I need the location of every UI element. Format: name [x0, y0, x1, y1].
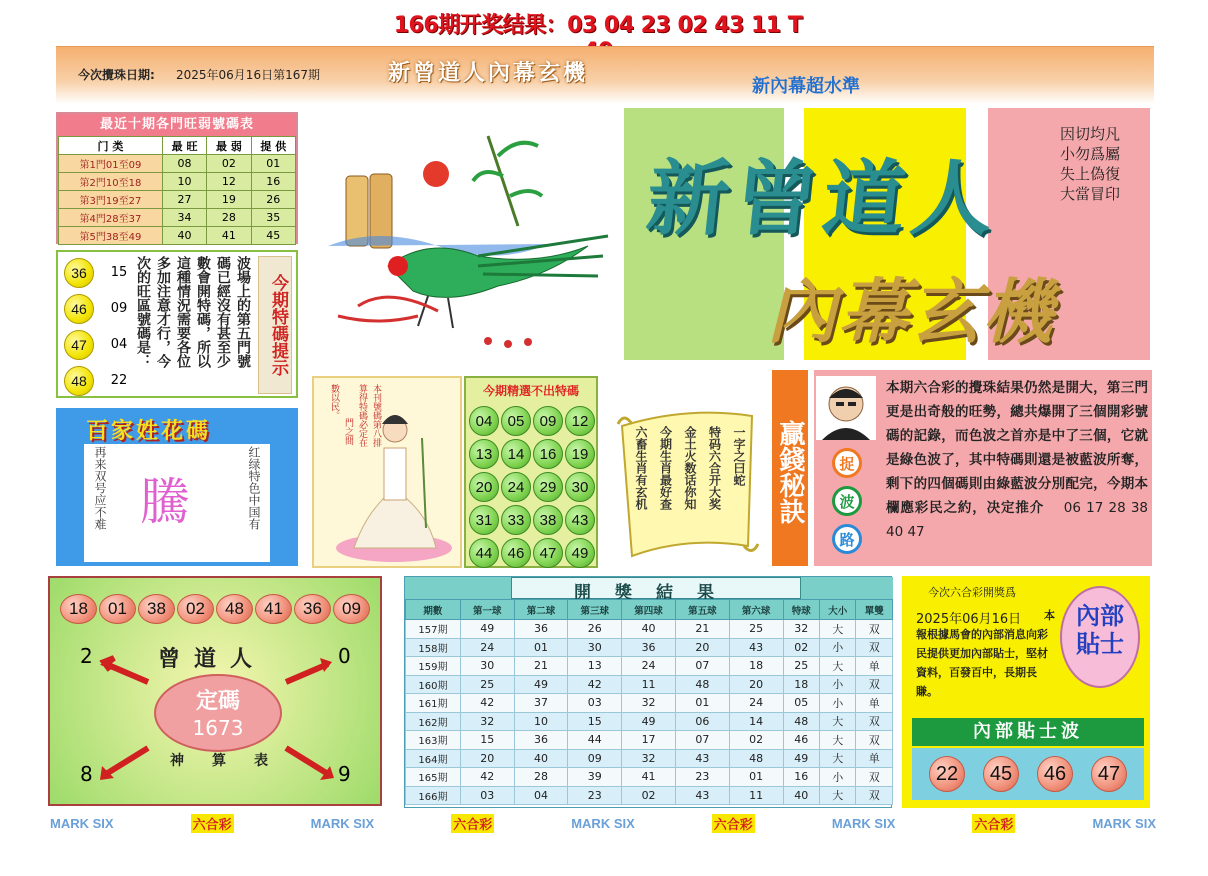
results-cell: 30	[568, 638, 622, 657]
pick-number: 09	[533, 406, 563, 436]
gate-table-cell: 第5門38至49	[59, 227, 163, 245]
results-cell: 36	[622, 638, 676, 657]
results-cell: 159期	[406, 657, 461, 676]
results-cell: 20	[729, 675, 783, 694]
pick-number: 38	[533, 505, 563, 535]
special-code-box	[56, 250, 298, 398]
money-secret-title: 贏錢秘訣	[772, 370, 808, 566]
money-secret-text	[886, 376, 1148, 544]
top-result-title: 166期开奖结果：03 04 23 02 43 11 T	[393, 13, 803, 38]
gate-table-row	[59, 227, 296, 245]
results-cell: 44	[568, 731, 622, 750]
gate-table-header: 最 旺	[162, 137, 206, 155]
results-cell: 23	[675, 768, 729, 787]
footer-logo-text: MARK SIX	[571, 815, 635, 831]
results-cell: 11	[729, 786, 783, 805]
special-plain-number: 04	[110, 337, 128, 352]
date-value: 2025年06月16日第167期	[176, 68, 320, 82]
sub-title: 新內幕超水準	[752, 76, 860, 97]
surname-title: 百家姓花碼	[86, 419, 212, 444]
results-cell: 24	[460, 638, 514, 657]
fixed-footer: 神算表	[170, 753, 296, 769]
results-cell: 小	[819, 768, 855, 787]
results-header: 單雙	[856, 600, 893, 620]
gate-table-header: 最 弱	[207, 137, 251, 155]
results-cell: 10	[514, 712, 568, 731]
results-header: 大小	[819, 600, 855, 620]
results-cell: 16	[783, 768, 819, 787]
tips-panel	[902, 576, 1150, 808]
results-panel	[404, 576, 892, 808]
results-cell: 158期	[406, 638, 461, 657]
arrow-icons	[50, 578, 384, 808]
pick-grid-panel	[464, 376, 598, 568]
results-cell: 双	[856, 768, 893, 787]
results-cell: 165期	[406, 768, 461, 787]
results-cell: 07	[675, 657, 729, 676]
results-cell: 48	[675, 675, 729, 694]
pick-number: 24	[501, 472, 531, 502]
results-cell: 49	[514, 675, 568, 694]
fixed-ball: 18	[60, 594, 97, 624]
results-cell: 02	[622, 786, 676, 805]
tip-ball: 46	[1037, 756, 1073, 792]
results-cell: 166期	[406, 786, 461, 805]
gate-table-row	[59, 191, 296, 209]
gate-table-title: 最近十期各門旺弱號碼表	[58, 114, 296, 136]
wave-badge: 路	[832, 524, 862, 554]
pick-number: 33	[501, 505, 531, 535]
pick-number: 47	[533, 538, 563, 568]
gate-table-cell: 41	[207, 227, 251, 245]
gate-table-cell: 27	[162, 191, 206, 209]
gate-table-row	[59, 155, 296, 173]
special-plain-number: 09	[110, 301, 128, 316]
results-cell: 13	[568, 657, 622, 676]
special-text-col: 次的旺區號碼是：	[135, 256, 151, 368]
gate-table-row	[59, 209, 296, 227]
banner-verse-line: 因切均凡	[1060, 125, 1121, 143]
gate-table-cell: 第1門01至09	[59, 155, 163, 173]
results-cell: 49	[783, 749, 819, 768]
gate-table-cell: 34	[162, 209, 206, 227]
results-cell: 大	[819, 712, 855, 731]
results-cell: 40	[514, 749, 568, 768]
results-header: 第五球	[675, 600, 729, 620]
money-secret-panel	[814, 370, 1152, 566]
gate-table-cell: 26	[251, 191, 295, 209]
footer-strip	[50, 814, 1156, 832]
phoenix-icon	[318, 116, 610, 356]
pick-number: 04	[469, 406, 499, 436]
results-cell: 160期	[406, 675, 461, 694]
results-cell: 单	[856, 749, 893, 768]
results-cell: 48	[729, 749, 783, 768]
results-cell: 大	[819, 731, 855, 750]
pick-number: 30	[565, 472, 595, 502]
special-ball: 48	[64, 366, 94, 396]
gate-table	[58, 136, 296, 245]
tips-body: 本報根據馬會的內部消息向彩民提供更加內部貼士，堅材資料，百發百中，長期長賺。	[916, 609, 1055, 698]
surname-left: 再来双号应不难	[93, 446, 107, 530]
gate-table-cell: 第2門10至18	[59, 173, 163, 191]
results-cell: 48	[783, 712, 819, 731]
fixed-name: 曾道人	[158, 647, 267, 672]
results-row	[406, 675, 893, 694]
results-cell: 01	[675, 694, 729, 713]
banner-verse-line: 小勿爲屬	[1060, 145, 1121, 163]
results-cell: 14	[729, 712, 783, 731]
guanyin-text3: 門之間	[343, 418, 353, 445]
tip-ball: 45	[983, 756, 1019, 792]
pick-number: 44	[469, 538, 499, 568]
tips-badge	[1060, 586, 1140, 688]
results-header: 第一球	[460, 600, 514, 620]
pick-number: 14	[501, 439, 531, 469]
results-cell: 双	[856, 786, 893, 805]
footer-logo-text: MARK SIX	[310, 815, 375, 831]
guanyin-text2: 算得特碼必定在	[357, 384, 367, 447]
results-header: 第六球	[729, 600, 783, 620]
results-cell: 32	[460, 712, 514, 731]
results-cell: 01	[514, 638, 568, 657]
results-cell: 11	[622, 675, 676, 694]
results-title: 開獎結果	[511, 577, 801, 599]
poem-col: 特码六合开大奖	[707, 426, 722, 510]
results-cell: 大	[819, 786, 855, 805]
results-cell: 43	[675, 749, 729, 768]
corner-br: 9	[338, 762, 351, 786]
pick-grid-title: 今期精選不出特碼	[482, 384, 579, 398]
results-cell: 01	[729, 768, 783, 787]
results-cell: 40	[783, 786, 819, 805]
results-header: 第四球	[622, 600, 676, 620]
results-cell: 28	[514, 768, 568, 787]
fixed-ball: 48	[216, 594, 253, 624]
pick-number: 19	[565, 439, 595, 469]
gate-table-header: 提 供	[251, 137, 295, 155]
pick-number: 49	[565, 538, 595, 568]
surname-box	[56, 408, 298, 566]
results-cell: 40	[622, 620, 676, 639]
special-text-col: 這種情況需要各位	[175, 256, 191, 368]
banner-verse	[1060, 124, 1120, 204]
footer-logo-text: MARK SIX	[50, 815, 114, 831]
results-cell: 大	[819, 620, 855, 639]
results-cell: 32	[622, 749, 676, 768]
results-cell: 24	[729, 694, 783, 713]
money-secret-recommend: 06 17 28 38 40 47	[886, 500, 1149, 540]
date-label: 今次攪珠日期:	[78, 68, 155, 82]
tips-badge-text: 內部貼士	[1076, 602, 1124, 658]
pick-grid	[466, 404, 596, 571]
gate-table-cell: 40	[162, 227, 206, 245]
results-cell: 双	[856, 620, 893, 639]
gate-table-cell: 28	[207, 209, 251, 227]
results-cell: 03	[460, 786, 514, 805]
special-text-col: 多加注意才行，今	[155, 256, 171, 368]
results-header: 特球	[783, 600, 819, 620]
results-cell: 07	[675, 731, 729, 750]
results-cell: 18	[783, 675, 819, 694]
pick-number: 20	[469, 472, 499, 502]
tips-balls	[912, 748, 1144, 800]
special-text-col: 數會開特碼，所以	[195, 256, 211, 368]
results-cell: 06	[675, 712, 729, 731]
results-cell: 20	[675, 638, 729, 657]
pick-number: 16	[533, 439, 563, 469]
results-cell: 42	[568, 675, 622, 694]
results-cell: 30	[460, 657, 514, 676]
results-cell: 单	[856, 694, 893, 713]
main-title: 新曾道人內幕玄機	[388, 61, 589, 86]
results-row	[406, 749, 893, 768]
results-cell: 161期	[406, 694, 461, 713]
results-row	[406, 694, 893, 713]
poem-col: 一字之曰蛇	[732, 426, 746, 486]
results-header: 第三球	[568, 600, 622, 620]
guanyin-panel	[312, 376, 462, 568]
gate-table-cell: 35	[251, 209, 295, 227]
gate-table-header: 门 类	[59, 137, 163, 155]
results-cell: 41	[622, 768, 676, 787]
banner-title: 新曾道人	[642, 151, 1005, 247]
surname-right: 红绿特色中国有	[247, 446, 261, 530]
tip-ball: 22	[929, 756, 965, 792]
results-cell: 39	[568, 768, 622, 787]
banner-verse-line: 失上偽復	[1060, 165, 1121, 183]
pick-number: 43	[565, 505, 595, 535]
footer-logo-text: MARK SIX	[831, 815, 896, 831]
footer-logo-text: 六合彩	[191, 814, 234, 833]
fixed-ball: 01	[99, 594, 136, 624]
pick-number: 12	[565, 406, 595, 436]
footer-logo-text: 六合彩	[972, 814, 1015, 833]
gate-table-cell: 45	[251, 227, 295, 245]
results-cell: 18	[729, 657, 783, 676]
banner-subtitle: 內幕玄機	[762, 271, 1071, 353]
phoenix-illustration	[318, 116, 610, 356]
results-cell: 02	[729, 731, 783, 750]
results-cell: 双	[856, 731, 893, 750]
gate-table-cell: 19	[207, 191, 251, 209]
results-cell: 23	[568, 786, 622, 805]
results-cell: 43	[729, 638, 783, 657]
results-header: 期數	[406, 600, 461, 620]
guanyin-text1: 本刊號碼第八排	[371, 384, 381, 447]
fixed-ball: 02	[177, 594, 214, 624]
corner-tl: 2	[80, 644, 93, 668]
fixed-ball: 36	[294, 594, 331, 624]
results-cell: 25	[729, 620, 783, 639]
results-row	[406, 657, 893, 676]
results-cell: 单	[856, 657, 893, 676]
wave-badge: 波	[832, 486, 862, 516]
results-cell: 24	[622, 657, 676, 676]
pick-number: 13	[469, 439, 499, 469]
results-cell: 小	[819, 675, 855, 694]
results-cell: 小	[819, 694, 855, 713]
tips-wave-title: 內部貼士波	[912, 718, 1144, 746]
surname-char: 騰	[140, 473, 190, 531]
fixed-ball: 38	[138, 594, 175, 624]
results-cell: 20	[460, 749, 514, 768]
avatar	[816, 376, 876, 440]
results-cell: 双	[856, 638, 893, 657]
gate-table-cell: 第4門28至37	[59, 209, 163, 227]
pick-number: 46	[501, 538, 531, 568]
gate-table-cell: 第3門19至27	[59, 191, 163, 209]
results-row	[406, 712, 893, 731]
results-header: 第二球	[514, 600, 568, 620]
gate-table-cell: 02	[207, 155, 251, 173]
banner	[624, 108, 1150, 360]
tips-head: 今次六合彩開獎爲	[928, 586, 1016, 599]
corner-tr: 0	[338, 644, 351, 668]
results-row	[406, 638, 893, 657]
results-cell: 163期	[406, 731, 461, 750]
results-cell: 双	[856, 675, 893, 694]
results-cell: 17	[622, 731, 676, 750]
gate-table-panel	[56, 112, 298, 244]
results-cell: 15	[460, 731, 514, 750]
results-cell: 37	[514, 694, 568, 713]
results-cell: 49	[622, 712, 676, 731]
results-cell: 21	[514, 657, 568, 676]
special-plain-number: 15	[110, 265, 128, 280]
gate-table-cell: 10	[162, 173, 206, 191]
results-cell: 双	[856, 712, 893, 731]
pick-number: 05	[501, 406, 531, 436]
pick-number: 29	[533, 472, 563, 502]
fixed-center-value: 1673	[192, 716, 244, 740]
special-ball: 47	[64, 330, 94, 360]
gate-table-cell: 01	[251, 155, 295, 173]
poem-col: 六畜生肖有玄机	[634, 426, 648, 510]
results-cell: 大	[819, 657, 855, 676]
results-cell: 02	[783, 638, 819, 657]
fixed-code-panel	[48, 576, 382, 806]
results-cell: 大	[819, 749, 855, 768]
pick-number: 31	[469, 505, 499, 535]
results-cell: 05	[783, 694, 819, 713]
gate-table-cell: 12	[207, 173, 251, 191]
results-cell: 21	[675, 620, 729, 639]
results-cell: 小	[819, 638, 855, 657]
results-cell: 162期	[406, 712, 461, 731]
gate-table-cell: 16	[251, 173, 295, 191]
results-cell: 04	[514, 786, 568, 805]
results-row	[406, 620, 893, 639]
footer-logo-text: 六合彩	[712, 814, 755, 833]
scroll-poem	[612, 396, 762, 566]
results-cell: 15	[568, 712, 622, 731]
results-cell: 43	[675, 786, 729, 805]
poem-col: 金土火数话你知	[683, 426, 697, 510]
banner-verse-line: 大當冒印	[1060, 185, 1121, 203]
results-cell: 49	[460, 620, 514, 639]
results-cell: 42	[460, 768, 514, 787]
special-text-col: 波場上的第五門號	[235, 256, 251, 368]
tips-date: 2025年06月16日	[916, 612, 1022, 627]
results-cell: 42	[460, 694, 514, 713]
gate-table-cell: 08	[162, 155, 206, 173]
results-row	[406, 786, 893, 805]
poem-col: 今期生肖最好查	[658, 426, 673, 510]
special-ball: 36	[64, 258, 94, 288]
fixed-ball: 41	[255, 594, 292, 624]
fixed-ball: 09	[333, 594, 370, 624]
gate-table-row	[59, 173, 296, 191]
results-cell: 26	[568, 620, 622, 639]
results-cell: 36	[514, 731, 568, 750]
footer-logo-text: MARK SIX	[1092, 815, 1156, 831]
results-table	[405, 599, 893, 805]
results-cell: 32	[622, 694, 676, 713]
money-secret-paragraph: 本期六合彩的攪珠結果仍然是開大，第三門更是出奇般的旺勢，總共爆開了三個開彩號碼的記錄，而色波之首亦是中了三個，它就是綠色波了，其中特碼則還是被藍波所奪，剩下的四個碼則由綠藍波分別配完，今期本欄應彩民之約，决定推介	[886, 380, 1148, 516]
footer-logo-text: 六合彩	[451, 814, 494, 833]
results-cell: 25	[783, 657, 819, 676]
results-cell: 03	[568, 694, 622, 713]
special-ball: 46	[64, 294, 94, 324]
results-cell: 25	[460, 675, 514, 694]
fixed-center-title: 定碼	[195, 689, 240, 714]
results-cell: 32	[783, 620, 819, 639]
guanyin-text4: 數以民。	[329, 384, 339, 420]
results-cell: 09	[568, 749, 622, 768]
results-row	[406, 731, 893, 750]
results-cell: 157期	[406, 620, 461, 639]
results-cell: 46	[783, 731, 819, 750]
results-row	[406, 768, 893, 787]
wave-badge: 捉	[832, 448, 862, 478]
tip-ball: 47	[1091, 756, 1127, 792]
special-plain-number: 22	[110, 373, 128, 388]
results-cell: 36	[514, 620, 568, 639]
corner-bl: 8	[80, 762, 93, 786]
special-text-col: 碼已經沒有甚至少	[215, 256, 231, 368]
results-cell: 164期	[406, 749, 461, 768]
special-side-title: 今期特碼提示	[258, 256, 292, 394]
